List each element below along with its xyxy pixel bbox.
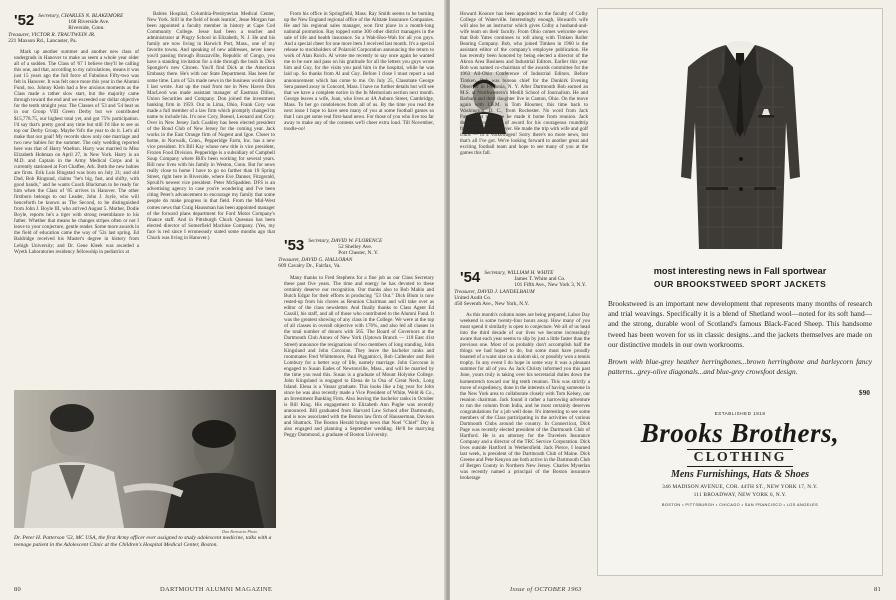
page-number-left: 80 [14, 586, 22, 593]
ad-body-text: Brookstweed is an important new development that represents many months of research and trial weavings. Specifically it is a blend of Shetland wool—noted for its soft hand—and the strong, durable wool of Scotland's famous Black-Faced Sheep. This handsome tweed has been woven for us in classic designs...and the jackets themselves are made on our distinctive models in our own workrooms. [608, 299, 872, 349]
page-number-right: 81 [874, 586, 882, 593]
magazine-title: DARTMOUTH ALUMNI MAGAZINE [160, 586, 273, 593]
right-column-text-bottom: As this month's column notes are being prepared, Labor Day weekend is some twenty-four hours away. How many of you must spend it similarly is open to conjecture. We all of us head into the third decade of our lives we become increasingly aware that each year seems to slip by just a little faster than the previous one. Most of us probably don't accomplish half the things we had hoped to do, but some must have proudly boasted of a waist size on a slalom ski, or possibly won a tennis trophy. In any event I do hope in some way it was a pleasant summer for all of you. As Jack Christy informed you this past June, yours truly is taking over his secretarial duties down the homestretch toward our big tenth reunion. This was strictly a move of expediency, done in the interests of having someone in the New York area to collaborate closely with Tom Kelsey, our reunion chairman. Jack found it rather a harrowing adventure to run the column from India, and he most certainly deserves congratulations for a job well done. It's interesting to see some members of the Class participating in the activities of various Dartmouth Clubs around the country. In Connecticut, Dick Page was recently elected president of the Dartmouth Club of Hartford. He is an attorney for the Travelers Insurance Company and a director of the TRC Service Corporation. Dick lives outside Hartford in Wethersfield. Jack Pierce, I learned last week, is president of the Dartmouth Club of Maine. Dick Greene and Pete Kenyon are both active in the Dartmouth Club of Bergen County in Northern New Jersey. Charles Myserlan was recently named a principal of the Boston insurance brokerage [460, 312, 590, 482]
issue-date: Issue of OCTOBER 1963 [510, 586, 582, 593]
doctor-patient-photo [14, 390, 276, 528]
right-column-text-top: Howard Koonce has been appointed to the faculty of Colby College of Waterville. Interestingly enough, Howard's wife will also be an instructor which gives Colby a husband-and-wife team on their faculty. From Ohio comes welcome news that Bob Yates continues to roll along with Timken Roller Bearing Company. Bob, who joined Timken in 1960 is the assistant editor of the company's employee publication. He has recently been honored by being elected a director of the Akron Area Business and Industrial Editors. Earlier this year Bob was named co-chairman of the awards committee for the 1963 All-Ohio Conference of Industrial Editors. Before Timken, Bob was bureau chief for the Dunkirk Evening Observer in Fredonia, N. Y. After Dartmouth Bob earned an M.S. at Northwestern's Medill School of Journalism. He and Barbara and their daughter live in Canton, Ohio. On the move again with I.B.M. is Tom Bloomer, this time back to Washington, D. C., from Rochester. No word from Jack Patten, but we hope he made it home from reunion. Jack deserves some kind of award for his courageous roundtrip from his home in Denver. He made the trip with wife and golf clubs — in a Volkswagen! Sorry there's no more news, but that's all I've got. We're looking forward to another great and exciting football team and hope to see many of you at the games this fall. [460, 11, 588, 157]
class-year: '54 [460, 269, 481, 286]
ad-colors-text: Brown with blue-grey heather herringbones...brown herringbone and barleycorn fancy patterns...grey-olive diagonals...and blue-grey crowsfoot design. [608, 357, 872, 377]
class-officers: Secretary, CHARLES N. BLAKEMORE 168 Riverside Ave. Riverside, Conn. Treasurer, VICTOR R. TRAUTWEIN JR. 221 Maxson Rd., Lancaster, Pa. [8, 13, 124, 44]
brooks-brothers-ad [597, 8, 883, 576]
ad-subheadline: OUR BROOKSTWEED SPORT JACKETS [653, 279, 827, 289]
clothing-banner: CLOTHING [687, 449, 792, 467]
column-1-text: Mark up another summer and another new class of undergrads in Hanover to make us seem a whole year older all of a sudden. The Class of '67 I believe they'll be calling this one, and that, according to my calculations, means it was just 15 years ago the full force of Fabulous Fifty-two was felt in Hanover. It was felt once more this year in the Alumni Fund, too. Johnny Klein had a few anxious moments as the Class made a rather slow start, but the majority came through toward the end and we exceeded our dollar objective for the tenth straight year. The Classes of '53 and '54 beat us in our Group VIII Green Derby but we contributed $15,778.75, our highest total yet, and got 75% participation. I'd say that's pretty good any time but still I'd like to see us top our Derby Group. Maybe '64's the year to do it. Let's all make that our goal! My records show only one marriage and two new babies for the summer. The only wedding reported here was that of Harry Waelton. Harry was married to Miss Elizabeth Hohman on April 27, in New York. Harry is an M.D. and Captain in the Army Medical Corps and is currently stationed at Fort Chaffee, Ark. Both the new babies are firsts. Erik Luis Ringstad was born on July 21; and old Dad, Bob Ringstad, claims "he's big, fast, and shifty, with good hands," and he wants Coach Blackman to be ready for him when the Class of '85 arrives in Hanover. The other firstborn belongs to our Leader, John J. Joyle, who will henceforth be known as The Second, to be distinguished from John J. Boyle III, who arrived August 5. Mother, Dodie Boyle, reports he's a tiger with strong resemblance to his father. Whether that means he changes stripes often or not I leave to your conjecture, gentle reader. Some more awards in the field of education came the way of '52s last spring. Ed Baldridge received his Master's degree in history from Lehigh University; and Dr. Gene Kleek was awarded a Wyeth Laboratories residency fellowship in pediatrics at [14, 49, 139, 255]
class-1954-header [454, 269, 587, 308]
column-3-text: From his office in Springfield, Mass. Ray Smith seems to be burning up the New England regional office of the Allstate Insurance Companies. He and his regional sales manager, won first place in a month-long national promotion. Ray topped some 300 other district managers in the sale of life and health insurance. So a Wah-Hoo-Wah for all you guys. And a special cheer for one more item I received last month. It's a special release to stockholders of Polaroid Corporation announcing the return to work of Alan Roich. Al wrote me recently to say once again he wanted me to be sure and pass on his gratitude for all the letters you guys wrote him and Guy, for the visits you paid him in the hospital, while he was laid up. So thanks from Al and Guy. Before I close I must report a sad announcement which has come to me. On July 25, Classmate George Sera passed away in Concord, Mass. I have no further details but will see that we have a complete notice in the In Memoriam section next month. George leaves a wife, Joan, who lives at 4A Auburn Street, Cambridge, Mass. To her go condolences from all of us. By the time you read the next issue I hope to have seen many of you at some football games so that I can get some real first-hand news. For those of you who live too far away to make any of the contests we'll cheer extra loud. Till November, toodle-oo! [284, 11, 434, 132]
store-address-1: 346 MADISON AVENUE, COR. 44TH ST., NEW YORK 17, N.Y. [662, 484, 818, 490]
store-address-2: 111 BROADWAY, NEW YORK 6, N.Y. [693, 491, 787, 498]
class-year: '52 [14, 12, 35, 29]
class-1953-header [278, 237, 383, 269]
brand-logo-block [618, 411, 862, 561]
store-cities: BOSTON • PITTSBURGH • CHICAGO • SAN FRANCISCO • LOS ANGELES [661, 502, 819, 508]
brand-tagline: Mens Furnishings, Hats & Shoes [670, 469, 810, 480]
class-officers: Secretary, WILLIAM H. WHITE James T. White and Co. 101 Fifth Ave., New York 3, N.Y. Treasurer, DAVID J. LANDELBAUM United Audit Co. 450 Seventh Ave., New York, N.Y. [454, 270, 587, 308]
photo-caption: Dr. Peter H. Patterson '53, MC USA, the first Army officer ever assigned to study adolescent medicine, talks with a teenage patient in the Adolescent Clinic at the Children's Hospital Medical Center, Boston. [14, 535, 272, 548]
ad-price: $90 [858, 388, 870, 397]
photo-image [14, 390, 276, 528]
ad-headline: most interesting news in Fall sportwear [653, 266, 827, 276]
sport-jacket-illustration [678, 27, 803, 259]
left-page [0, 0, 446, 600]
photo-credit: Dan Bernstein Photo [222, 529, 258, 534]
class-officers: Secretary, DAVID W. FLORENCE 52 Shelley Ave. Port Chester, N. Y. Treasurer, DAVID G. HALLORAN 609 Cavalry Dr., Fairfax, Va. [278, 238, 383, 269]
column-3b-text: Many thanks to Fred Stephens for a fine job as our Class Secretary these past five years. The time and energy he has devoted to these certainly deserve our recognition. Our thanks also to Bob Mahin and Butch Edgar for their efforts in producing "53 Out." Dick Blum is now rested-up from his chores as Reunion Chairman and will take over as editor of the class newsletter. And finally thanks to Class Agent Ed Cassill, his staff, and all of those who contributed to the Alumni Fund. It was the greatest showing of any class in the College. We were at the top of all classes in overall objective with 176%, and also led all classes in the total number of donors with 565. The Board of Governors at the Dartmouth Club Annex of New York (Uptown Branch — 118 East 41st Street) announce the resignations of two members of long standing, John Kingsland and John Corcoran. They leave the bachelor ranks and roommates Fred Whittemore, Paul Piggamicci, Bob Callender and Bob Lombury for a better way of life, namely marriage. John Corcoran is engaged to Susan Eades of Newtonville, Mass., and will be married by the time you read this. Susan is a graduate of Mount Holyoke College. John Kingsland is engaged to Elena de la Osa of Great Neck, Long Island. Elena is a Vassar graduate. This looks like a big year for John since he was also recently made a Vice President of White, Weld & Co., an Investment Banking Firm. Also leaving the bachelor ranks in October is Bill King. His engagement to Elizabeth Ann Pughe was recently announced. Bill graduated from Harvard Law School after Dartmouth, and is now associated with the Boston law firm of Hausserman, Davison and Shattuck. The Boston Herald brings news that Noel "Chief" Day is also engaged and planning a September wedding. He'll be marrying Peggy Dammond, a graduate of Boston University. [284, 275, 434, 439]
class-year: '53 [284, 237, 305, 254]
established-text: ESTABLISHED 1818 [714, 411, 766, 416]
class-1952-header [8, 12, 124, 44]
brand-name: Brooks Brothers, [640, 418, 840, 448]
column-2-text: Babies Hospital, Columbia-Presbyterian Medical Center, New York. Still in the field of book learnin', Jesse Morgan has been appointed a faculty member in history at Cape Cod Community College. Jesse had been a teacher and administrator at Pingry School in Elizabeth, N. J. He and his family are now living in Harwich Port, Mass., one of my favorite towns. And speaking of new addresses, never knew you'd passing through Brazzaville, Republic of Congo, you have a standing invitation for a ride through the bush in Dick Spongier's new Citroen. You'll find Dick at the American Embassy there. He's with our State Department. Has been for some time. Lots of '52s made news in the business world since I last wrote. Just up the road from me in New Haven Don MacLeod was made assistant manager of Eastman Dillon, Union Securities and Company. Don joined the investment banking firm in 1959. Out in Lima, Ohio, Frank Cory was made a full member of a law firm which promptly changed its name to include his. It's now Cory, Boesel, Leonard and Cory. Over in New Jersey Jack Coakley has been elected president of the Bond Club of New Jersey for the coming year. Jack works in the East Orange firm of Nugent and Igoe. Closer to home, in Norwalk, Conn., Pepperidge Farm, Inc. has a new vice president. It's Bill Kay whose new title is vice president, Frozen Food Division. Pepperidge is a subsidiary of Campbell Soup Company where Bill's been working for several years. Bill now lives with his family in Weston, Conn. But for news really close to home I have to go no farther than 18 Spring Street, right here in Riverside, where Eve Danner, Fitzgerald, Spruill's newest vice president. Peter McSpadden. DFS is an advertising agency in case you're wondering and I've been citing Peter's advancement to encourage my family that some people do make progress in that field. From the Mid-West comes news that Craig Haussman has been appointed manager of the forward plans department for Ford Motor Company's finance staff. And in Pittsburgh Chuck Quesnau has been elected director of Somerfield Machine Company. (Yes, my face is red since I erroneously stated some months ago that Chuck was living in Hanover.) [147, 11, 275, 241]
